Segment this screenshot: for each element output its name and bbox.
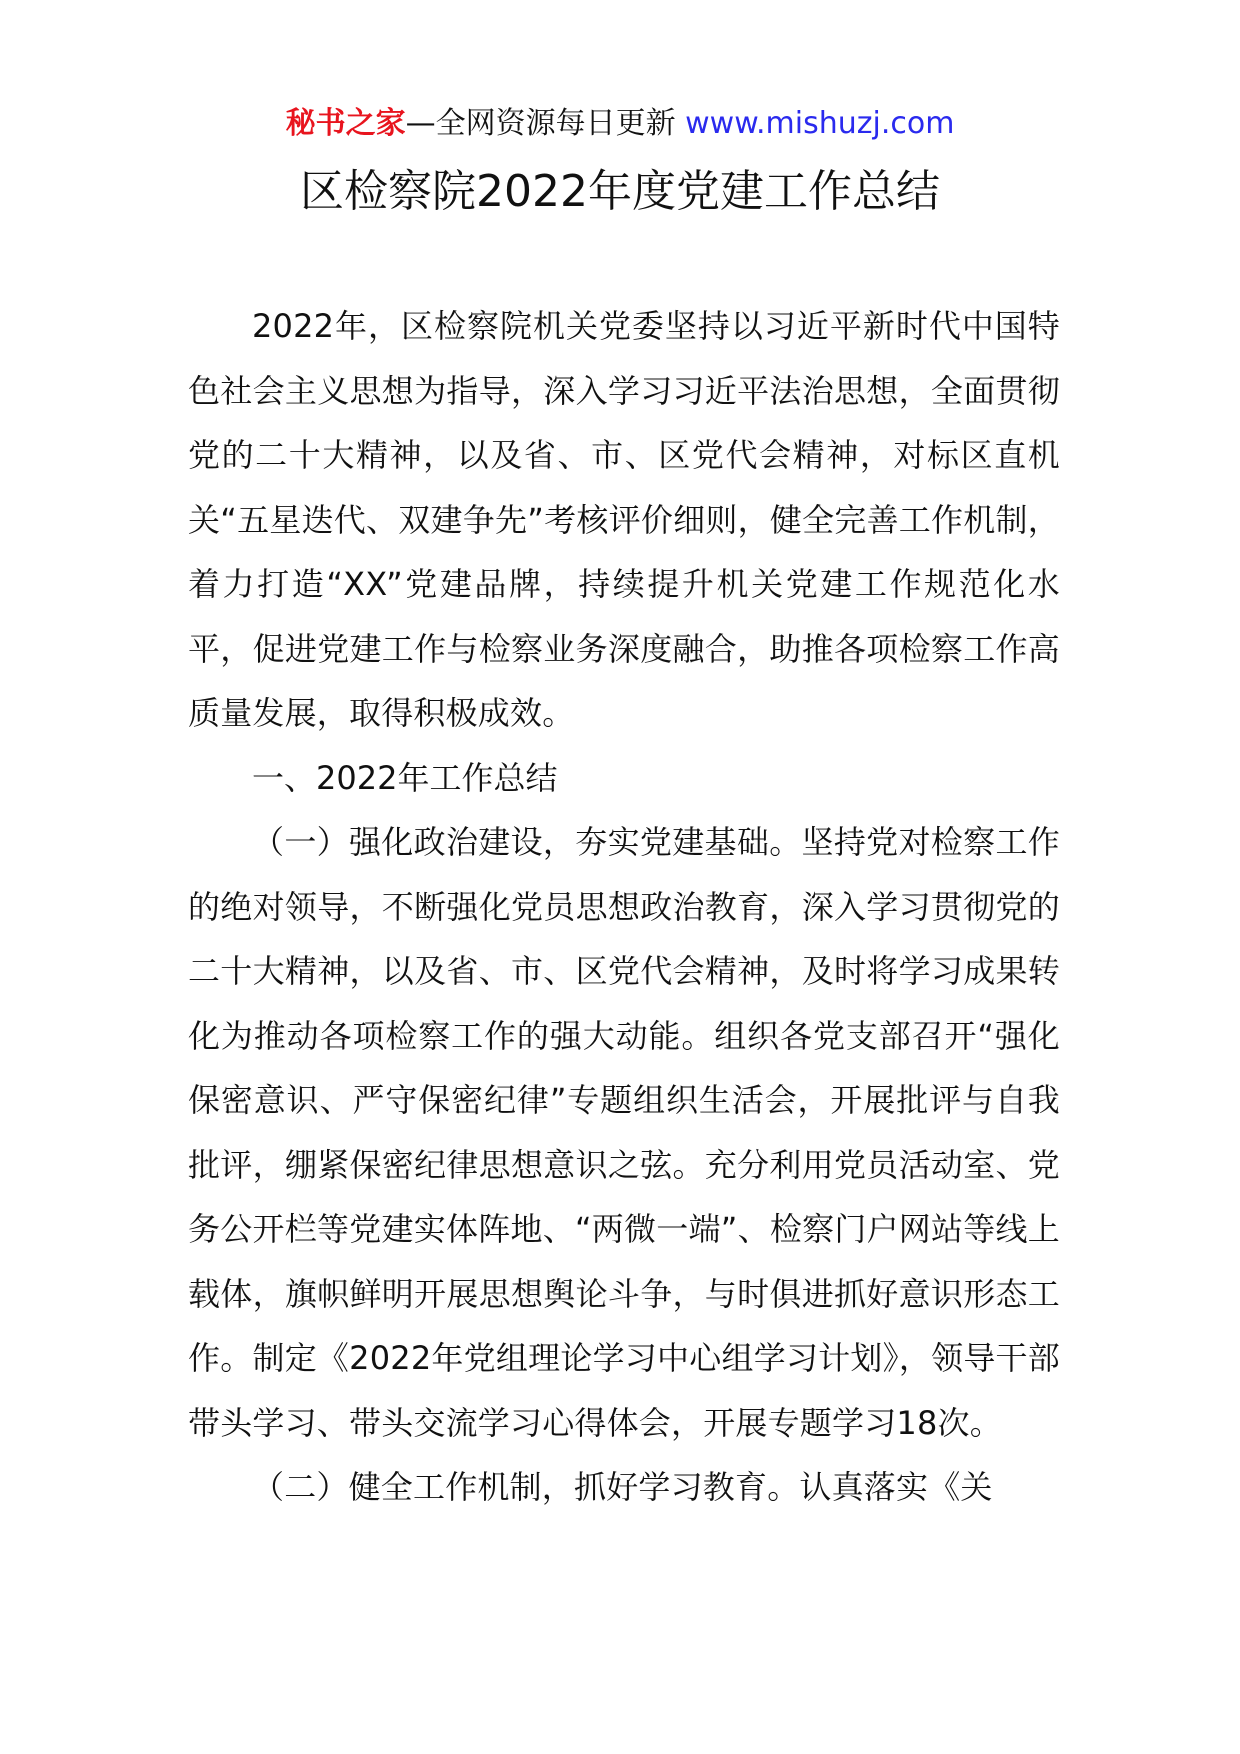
- document-title: 区检察院2022年度党建工作总结: [300, 166, 940, 217]
- site-url[interactable]: www.mishuzj.com: [685, 106, 955, 141]
- document-body: [188, 294, 1060, 1520]
- brand-name: 秘书之家: [285, 106, 406, 141]
- section-paragraph-2: （二）健全工作机制，抓好学习教育。认真落实《关: [252, 1468, 993, 1506]
- section-paragraph-1: （一）强化政治建设，夯实党建基础。坚持党对检察工作的绝对领导，不断强化党员思想政治教育，深入学习贯彻党的二十大精神，以及省、市、区党代会精神，及时将学习成果转化为推动各项检察工作的强大动能。组织各党支部召开“强化保密意识、严守保密纪律”专题组织生活会，开展批评与自我批评，绷紧保密纪律思想意识之弦。充分利用党员活动室、党务公开栏等党建实体阵地、“两微一端”、检察门户网站等线上载体，旗帜鲜明开展思想舆论斗争，与时俱进抓好意识形态工作。制定《2022年党组理论学习中心组学习计划》，领导干部带头学习、带头交流学习心得体会，开展专题学习18次。: [188, 823, 1060, 1442]
- intro-paragraph: 2022年，区检察院机关党委坚持以习近平新时代中国特色社会主义思想为指导，深入学习习近平法治思想，全面贯彻党的二十大精神，以及省、市、区党代会精神，对标区直机关“五星迭代、双建争先”考核评价细则，健全完善工作机制，着力打造“XX”党建品牌，持续提升机关党建工作规范化水平，促进党建工作与检察业务深度融合，助推各项检察工作高质量发展，取得积极成效。: [188, 307, 1060, 732]
- site-header: [0, 102, 1240, 146]
- header-tagline: —全网资源每日更新: [405, 106, 676, 141]
- section-heading: 一、2022年工作总结: [252, 758, 558, 797]
